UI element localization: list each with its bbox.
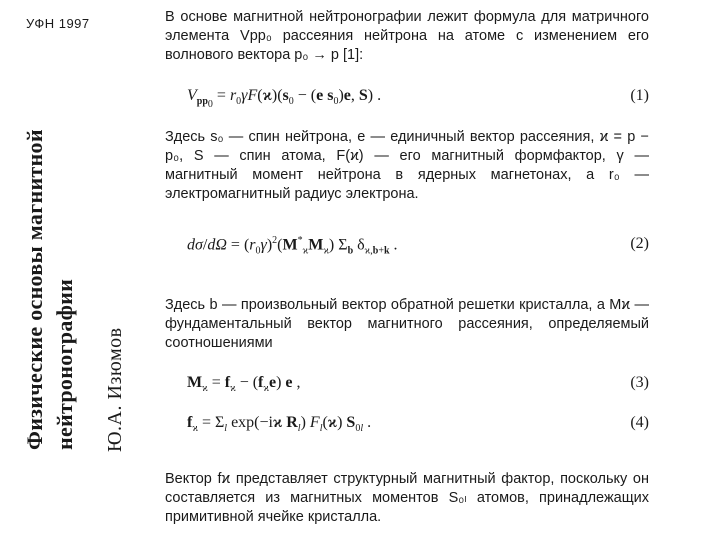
paragraph-reciprocal-lattice: Здесь b — произвольный вектор обратной решетки кристалла, а Mϰ — фундаментальный вектор магнитного рассеяния, определяемый соотношениями (165, 297, 649, 351)
equation-1 (165, 87, 649, 113)
equation-2-number: (2) (630, 235, 649, 252)
equation-4 (165, 414, 649, 440)
equation-1-number: (1) (630, 87, 649, 104)
equation-3-formula: $M_ϰ = f_ϰ - (f_ϰe)$ e , (187, 374, 301, 395)
vertical-author: Ю.А. Изюмов (104, 327, 126, 452)
journal-label: УФН 1997 (26, 16, 90, 31)
equation-1-formula: $V_{pp_0} = r_0\gamma F(ϰ)(s_0 - (e$ $s_0)e$, S) . (187, 87, 382, 111)
paragraph-structure-factor: Вектор fϰ представляет структурный магнитный фактор, поскольку он составляется из магнитных моментов S₀ₗ атомов, принадлежащих примитивной ячейке кристалла. (165, 471, 649, 525)
vertical-title-line2: нейтронографии (52, 278, 77, 450)
equation-3-number: (3) (630, 374, 649, 391)
paragraph-definitions: Здесь s₀ — спин нейтрона, e — единичный вектор рассеяния, ϰ = p − p₀, S — спин атома, F(ϰ) — его магнитный формфактор, γ — магнитный момент нейтрона в ядерных магнетонах, а r₀ — электромагнитный радиус электрона. (165, 129, 649, 202)
equation-2 (165, 235, 649, 261)
equation-2-formula: $d\sigma/d\Omega = (r_0\gamma)^2(M^*_ϰM_ϰ)$ $\Sigma_b$ $\delta_{ϰ,b+k}$ . (187, 235, 398, 257)
equation-4-number: (4) (630, 414, 649, 431)
equation-4-formula: $f_ϰ = \Sigma_l$ exp(−iϰ $R_l$) $F_l(ϰ)$ $S_{0l}$ . (187, 414, 372, 435)
equation-3 (165, 374, 649, 400)
paragraph-intro: В основе магнитной нейтронографии лежит формула для матричного элемента Vpp₀ рассеяния нейтрона на атоме с изменением его волнового вектора p₀ → p [1]: (165, 9, 649, 63)
vertical-title-line1: Физические основы магнитной (22, 129, 47, 450)
